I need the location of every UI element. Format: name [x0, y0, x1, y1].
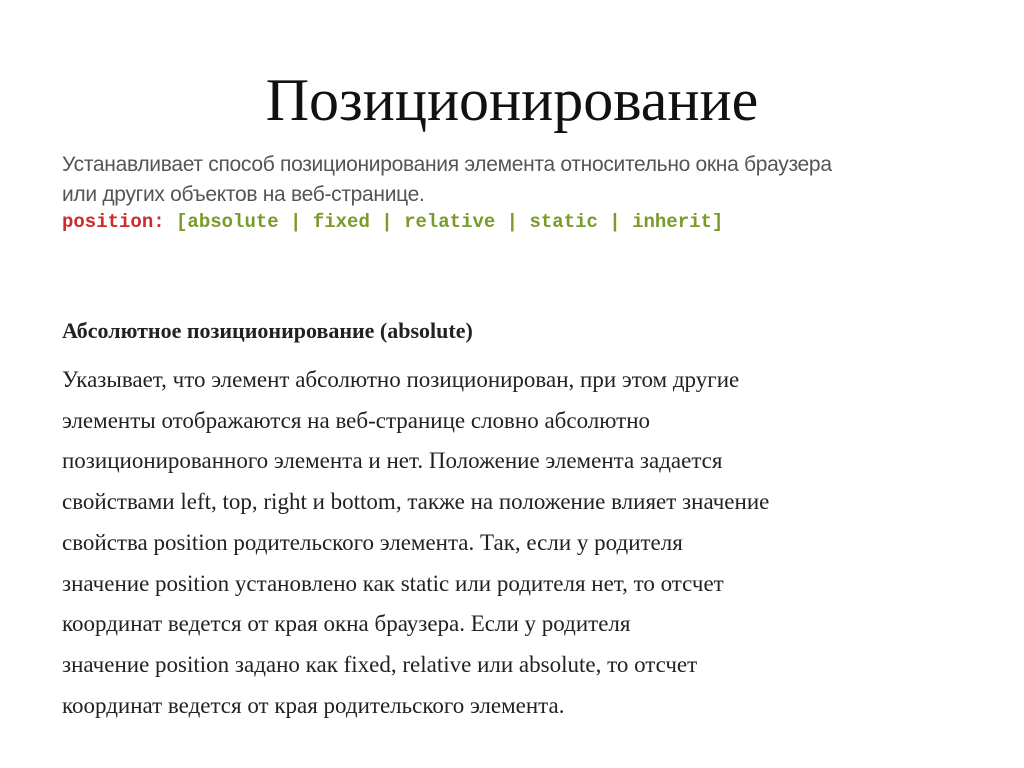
syntax-line	[62, 208, 723, 236]
syntax-property: position:	[62, 211, 165, 233]
body-line: элементы отображаются на веб-странице словно абсолютно	[62, 407, 651, 433]
body-line: позиционированного элемента и нет. Положение элемента задается	[62, 448, 723, 474]
body-line: координат ведется от края окна браузера. Если у родителя	[62, 611, 631, 637]
intro-text	[62, 150, 962, 210]
body-line: значение position установлено как static или родителя нет, то отсчет	[62, 570, 724, 596]
body-line: координат ведется от края родительского элемента.	[62, 692, 565, 718]
slide-title: Позиционирование	[265, 67, 759, 133]
body-paragraph	[62, 360, 962, 726]
section-heading: Абсолютное позиционирование (absolute)	[62, 318, 473, 343]
body-line: значение position задано как fixed, relative или absolute, то отсчет	[62, 651, 698, 677]
intro-line-1: Устанавливает способ позиционирования элемента относительно окна браузера	[62, 153, 832, 176]
syntax-values: [absolute | fixed | relative | static | inherit]	[164, 211, 724, 233]
body-line: свойства position родительского элемента. Так, если у родителя	[62, 529, 683, 555]
body-line: Указывает, что элемент абсолютно позиционирован, при этом другие	[62, 367, 740, 392]
body-line: свойствами left, top, right и bottom, также на положение влияет значение	[62, 489, 770, 515]
intro-line-2: или других объектов на веб-странице.	[62, 183, 425, 206]
